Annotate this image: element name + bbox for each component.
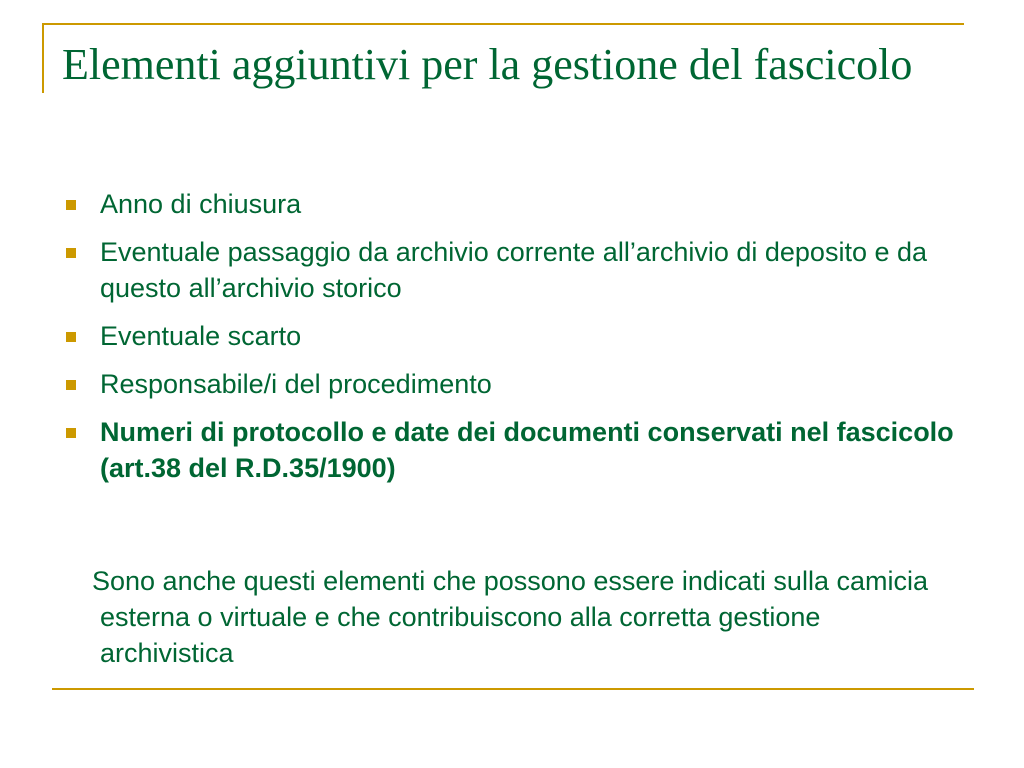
bullet-item-scarto: [62, 318, 982, 354]
square-bullet-icon: [66, 428, 76, 438]
bullet-item-passaggio-archivio: [62, 234, 982, 306]
square-bullet-icon: [66, 200, 76, 210]
bullet-item-numeri-protocollo: [62, 414, 982, 486]
bullet-text: Anno di chiusura: [100, 189, 302, 219]
bullet-text: Eventuale passaggio da archivio corrente all’archivio di deposito e da questo all’archivio storico: [100, 237, 928, 303]
bullet-item-anno-chiusura: [62, 186, 982, 222]
bullet-list: [62, 186, 982, 498]
bullet-text: Responsabile/i del procedimento: [100, 369, 492, 399]
bullet-text: Numeri di protocollo e date dei documenti conservati nel fascicolo (art.38 del R.D.35/1900): [100, 417, 954, 483]
bottom-frame-line: [52, 688, 974, 690]
square-bullet-icon: [66, 332, 76, 342]
square-bullet-icon: [66, 380, 76, 390]
square-bullet-icon: [66, 248, 76, 258]
slide-title: Elementi aggiuntivi per la gestione del fascicolo: [62, 40, 913, 89]
bullet-text: Eventuale scarto: [100, 321, 302, 351]
left-frame-line: [42, 23, 44, 93]
top-frame-line: [42, 23, 964, 25]
bullet-item-responsabile: [62, 366, 982, 402]
closing-paragraph: Sono anche questi elementi che possono essere indicati sulla camicia esterna o virtuale e che contribuiscono alla corretta gestione archivistica: [92, 566, 928, 668]
